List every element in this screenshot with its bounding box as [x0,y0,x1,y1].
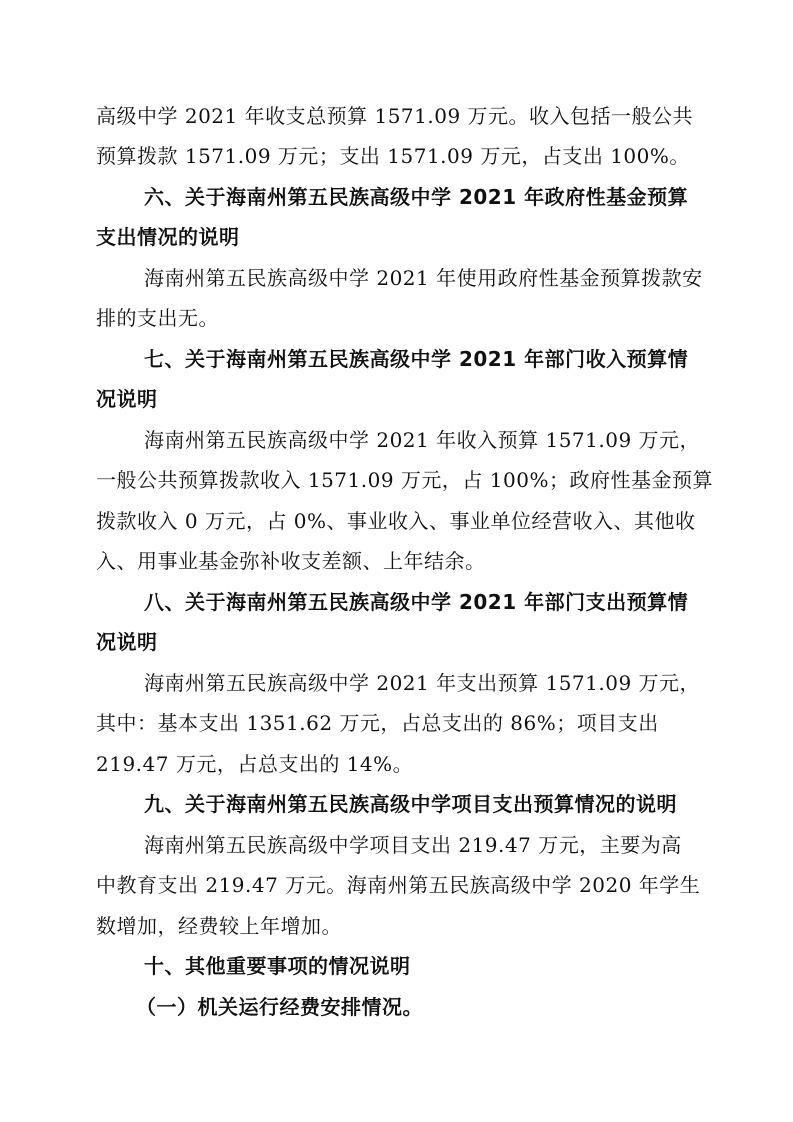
section-heading-6-line-1: 六、关于海南州第五民族高级中学 2021 年政府性基金预算 [144,185,689,209]
section-heading-8-line-1: 八、关于海南州第五民族高级中学 2021 年部门支出预算情 [144,590,689,614]
section-heading-10: 十、其他重要事项的情况说明 [144,954,411,978]
paragraph-line-5: 海南州第五民族高级中学 2021 年收入预算 1571.09 万元， [144,428,701,452]
paragraph-line-3: 海南州第五民族高级中学 2021 年使用政府性基金预算拨款安 [144,266,703,290]
paragraph-line-7: 拨款收入 0 万元，占 0%、事业收入、事业单位经营收入、其他收 [96,509,696,533]
subsection-heading-1: （一）机关运行经费安排情况。 [136,995,423,1019]
section-heading-8-line-2: 况说明 [96,630,158,654]
paragraph-line-10: 其中：基本支出 1351.62 万元，占总支出的 86%；项目支出 [96,711,659,735]
paragraph-line-11: 219.47 万元，占总支出的 14%。 [96,752,414,776]
section-heading-7-line-1: 七、关于海南州第五民族高级中学 2021 年部门收入预算情 [144,347,689,371]
paragraph-line-8: 入、用事业基金弥补收支差额、上年结余。 [96,549,486,573]
paragraph-line-1: 高级中学 2021 年收支总预算 1571.09 万元。收入包括一般公共 [96,104,694,128]
paragraph-line-2: 预算拨款 1571.09 万元；支出 1571.09 万元，占支出 100%。 [96,144,690,168]
section-heading-6-line-2: 支出情况的说明 [96,225,240,249]
paragraph-line-4: 排的支出无。 [96,306,219,330]
paragraph-line-14: 数增加，经费较上年增加。 [96,914,342,938]
section-heading-9: 九、关于海南州第五民族高级中学项目支出预算情况的说明 [144,792,677,816]
paragraph-line-9: 海南州第五民族高级中学 2021 年支出预算 1571.09 万元， [144,671,701,695]
section-heading-7-line-2: 况说明 [96,387,158,411]
paragraph-line-13: 中教育支出 219.47 万元。海南州第五民族高级中学 2020 年学生 [96,873,701,897]
paragraph-line-12: 海南州第五民族高级中学项目支出 219.47 万元，主要为高 [144,833,682,857]
paragraph-line-6: 一般公共预算拨款收入 1571.09 万元，占 100%；政府性基金预算 [96,468,713,492]
